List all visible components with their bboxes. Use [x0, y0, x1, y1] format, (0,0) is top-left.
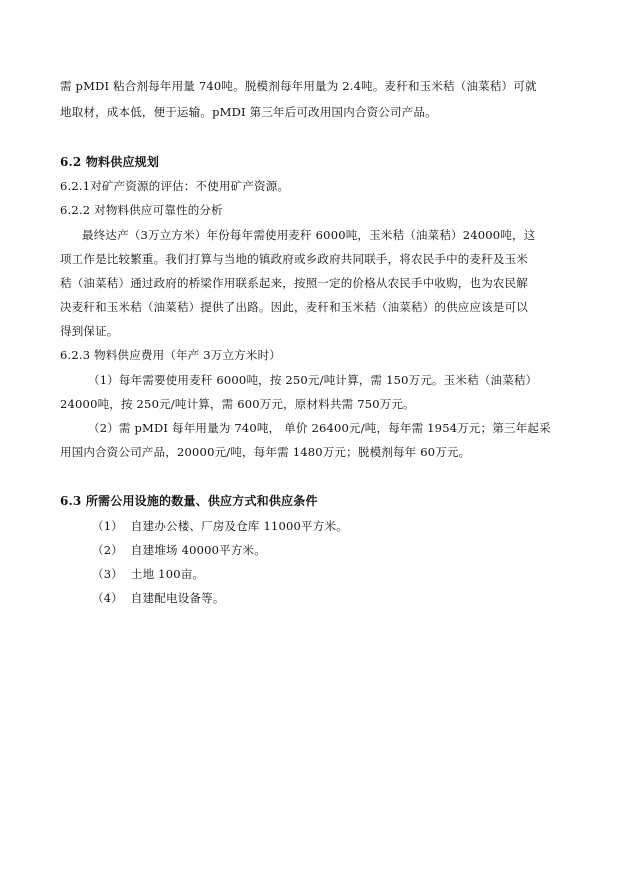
item-6-2-2: 6.2.2 对物料供应可靠性的分析 — [60, 203, 223, 217]
cost-2-line-2: 用国内合资公司产品，20000元/吨，每年需 1480万元；脱模剂每年 60万元。 — [60, 445, 471, 459]
section-6-3-heading: 6.3 所需公用设施的数量、供应方式和供应条件 — [60, 494, 318, 508]
section-6-2-heading: 6.2 物料供应规划 — [60, 155, 160, 169]
reliability-para-line-2: 项工作是比较繁重。我们打算与当地的镇政府或乡政府共同联手，将农民手中的麦秆及玉米 — [60, 252, 528, 266]
facility-item — [92, 566, 602, 582]
intro-line-1: 需 pMDI 粘合剂每年用量 740吨。脱模剂每年用量为 2.4吨。麦秆和玉米秸（油菜秸）可就 — [60, 79, 537, 93]
facility-item-text: 自建堆场 40000平方米。 — [130, 543, 266, 557]
item-6-2-1: 6.2.1对矿产资源的评估：不使用矿产资源。 — [60, 179, 290, 193]
reliability-para-line-4: 决麦秆和玉米秸（油菜秸）提供了出路。因此，麦秆和玉米秸（油菜秸）的供应应该是可以 — [60, 300, 528, 314]
facility-item-num: （1） — [92, 519, 123, 533]
facility-item — [92, 590, 602, 606]
facility-item-num: （4） — [92, 591, 123, 605]
facility-item-text: 土地 100亩。 — [130, 567, 205, 581]
cost-1-line-1: （1）每年需要使用麦秆 6000吨，按 250元/吨计算，需 150万元。玉米秸（油菜秸） — [88, 373, 538, 387]
facility-item-text: 自建办公楼、厂房及仓库 11000平方米。 — [130, 519, 348, 533]
intro-line-2: 地取材，成本低，便于运输。pMDI 第三年后可改用国内合资公司产品。 — [60, 105, 437, 119]
facility-item — [92, 542, 602, 558]
facility-item-text: 自建配电设备等。 — [130, 591, 225, 605]
facility-item-num: （2） — [92, 543, 123, 557]
facility-item-num: （3） — [92, 567, 123, 581]
cost-1-line-2: 24000吨，按 250元/吨计算，需 600万元，原材料共需 750万元。 — [60, 397, 415, 411]
reliability-para-line-5: 得到保证。 — [60, 324, 119, 338]
facility-item — [92, 518, 602, 534]
reliability-para-line-3: 秸（油菜秸）通过政府的桥梁作用联系起来，按照一定的价格从农民手中收购，也为农民解 — [60, 276, 528, 290]
reliability-para-line-1: 最终达产（3万立方米）年份每年需使用麦秆 6000吨，玉米秸（油菜秸）24000吨，这 — [82, 228, 536, 242]
item-6-2-3: 6.2.3 物料供应费用（年产 3万立方米时） — [60, 348, 281, 362]
cost-2-line-1: （2）需 pMDI 每年用量为 740吨， 单价 26400元/吨，每年需 1954万元；第三年起采 — [88, 421, 551, 435]
